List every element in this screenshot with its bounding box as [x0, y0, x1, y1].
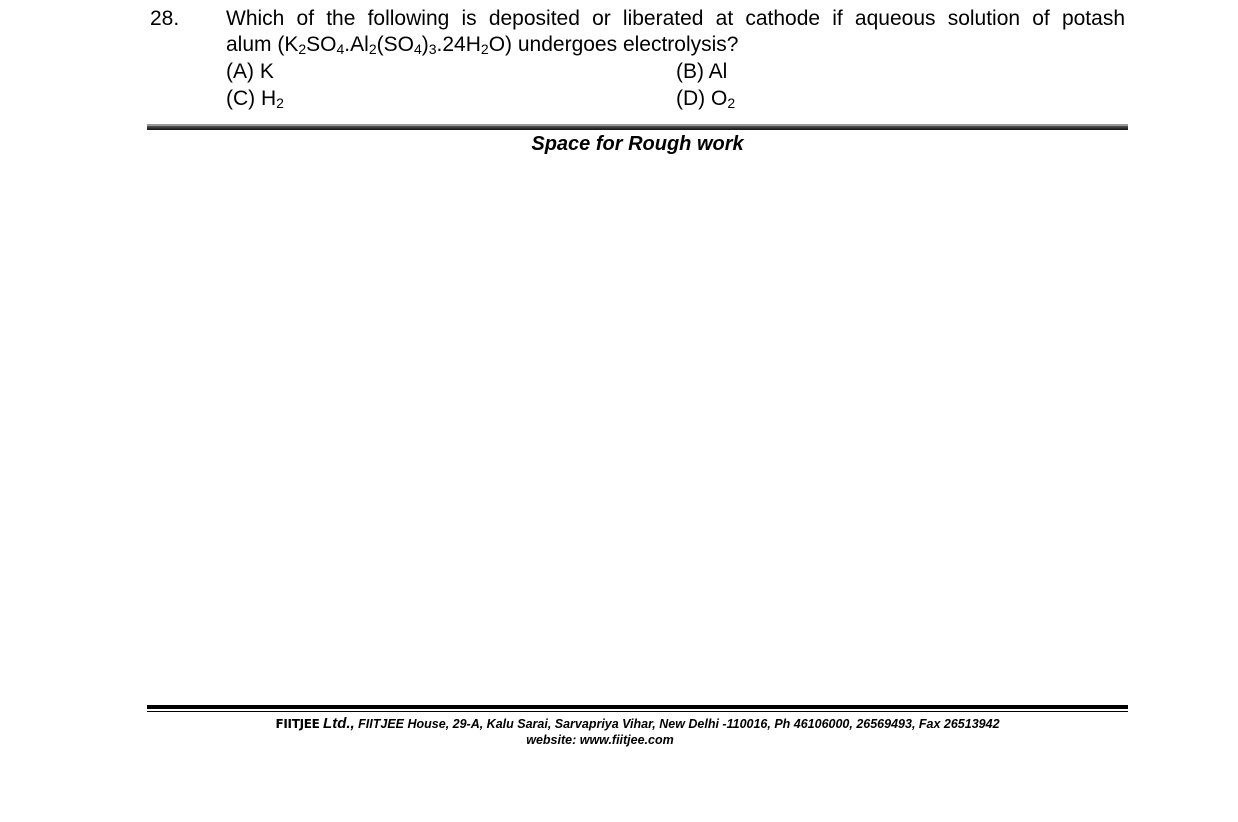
- rough-work-title: Space for Rough work: [531, 133, 744, 155]
- option-d: (D) $O_2$: [676, 87, 736, 111]
- option-a: (A) K: [226, 60, 274, 83]
- rough-work-area: [147, 160, 1128, 700]
- option-c: (C) $H_2$: [226, 87, 284, 111]
- footer-website: website: www.fiitjee.com: [526, 733, 674, 747]
- footer-brand: FIITJEE: [275, 717, 320, 731]
- question-line-1: Which of the following is deposited or liberated at cathode if aqueous solution of potash: [226, 7, 1125, 30]
- option-b: (B) Al: [676, 60, 728, 83]
- question-line-2: alum $(K_2SO_4.Al_2(SO_4)_3.24H_2O)$ undergoes electrolysis?: [226, 33, 739, 57]
- footer-ltd: Ltd.,: [323, 715, 355, 732]
- question-text: [226, 6, 1125, 58]
- footer-address-line: [147, 716, 1128, 732]
- top-divider: [147, 124, 1128, 130]
- footer-divider-thin: [147, 711, 1128, 712]
- footer-divider-thick: [147, 705, 1128, 709]
- footer-address: FIITJEE House, 29-A, Kalu Sarai, Sarvapriya Vihar, New Delhi -110016, Ph 46106000, 26569493, Fax 26513942: [358, 717, 1000, 731]
- question-number: 28.: [150, 7, 180, 30]
